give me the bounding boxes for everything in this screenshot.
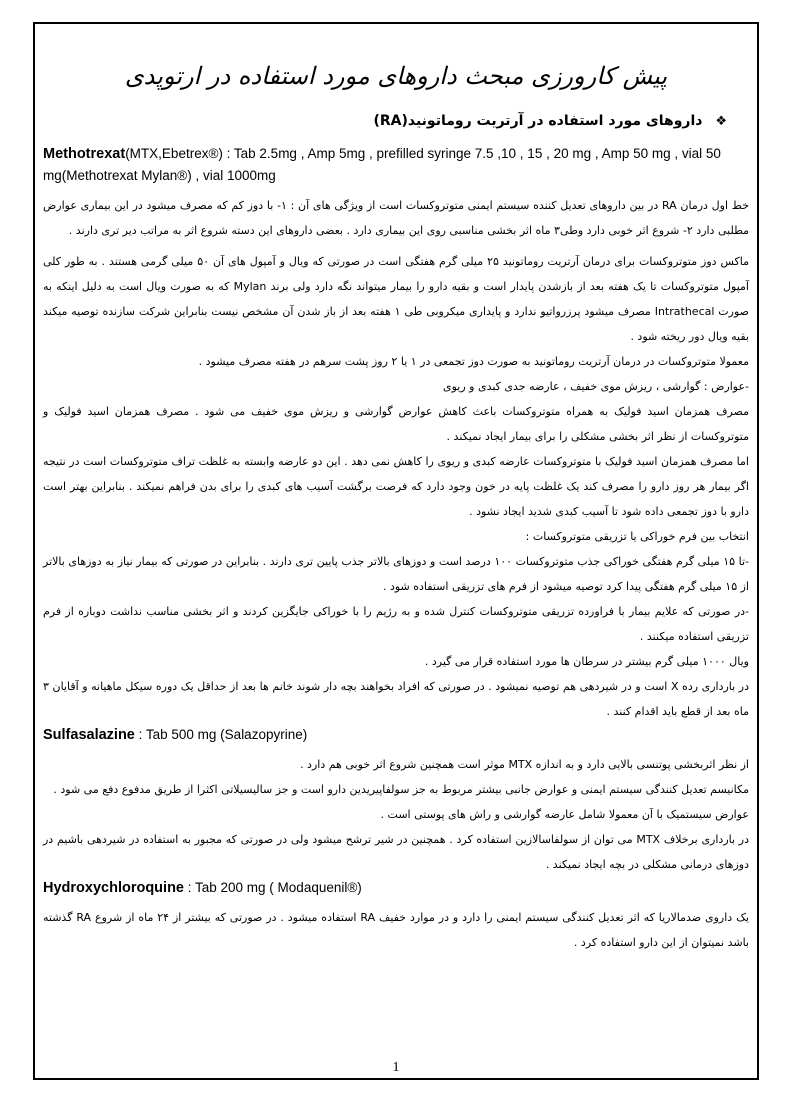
drug-name: Hydroxychloroquine (43, 880, 184, 896)
paragraph: مصرف همزمان اسید فولیک به همراه متوتروکسات باعث کاهش عوارض گوارشی و ریزش موی خفیف می شود . مصرف همزمان اسید فولیک و متوتروکسات از نظر اثر بخشی مشکلی را برای بیمار ایجاد نمیکند . (43, 405, 749, 443)
bullet-icon: ❖ (715, 114, 727, 129)
paragraph: مکانیسم تعدیل کنندگی سیستم ایمنی و عوارض جانبی بیشتر مربوط به جز سولفاپیریدین دارو است و جز سالیسیلاتی اکثرا از طریق مدفوع دفع می شود . (53, 783, 749, 796)
document-body (43, 110, 749, 955)
paragraph: معمولا متوتروکسات در درمان آرتریت روماتونید به صورت دوز تجمعی در ۱ یا ۲ روز پشت سرهم در هفته مصرف میشود . (198, 355, 749, 368)
drug-name: Sulfasalazine (43, 727, 135, 743)
drug-header-sulfasalazine (43, 724, 749, 746)
paragraph: اما مصرف همزمان اسید فولیک با متوتروکسات عارضه کبدی و ریوی را کاهش نمی دهد . این دو عارضه وابسته به غلظت تراف متوتروکسات است در نتیجه اگر بیمار هر روز دارو را مصرف کند یک غلظت پایه در خون وجود دارد که فرصت برگشت آسیب های کبدی را برای بدن فراهم نمیکند . بنابراین بهتر است دارو با دوز تجمعی داده شود تا آسیب کبدی شدید ایجاد نشود . (43, 455, 749, 518)
paragraph: -تا ۱۵ میلی گرم هفتگی خوراکی جذب متوتروکسات ۱۰۰ درصد است و دوزهای بالاتر جذب پایین تری دارند . بنابراین در صورتی که بیمار نیاز به دوزهای بالاتر از ۱۵ میلی گرم هفتگی پیدا کرد توصیه میشود از فرم های تزریقی استفاده شود . (43, 555, 749, 593)
paragraph: -در صورتی که علایم بیمار با فراورده تزریقی متوتروکسات کنترل شده و به رژیم را با خوراکی جایگزین کردند و اثر بخشی مناسب نداشت دوباره از فرم تزریقی استفاده میکنند . (43, 605, 749, 643)
paragraph: یک داروی ضدمالاریا که اثر تعدیل کنندگی سیستم ایمنی را دارد و در موارد خفیف RA استفاده میشود . در صورتی که بیشتر از ۲۴ ماه از شروع RA گذشته باشد نمیتوان از این دارو استفاده کرد . (43, 911, 749, 949)
document-page (33, 22, 759, 1080)
drug-forms: : Tab 500 mg (Salazopyrine) (134, 727, 308, 742)
paragraph: از نظر اثربخشی پوتنسی بالایی دارد و به اندازه MTX موثر است همچنین شروع اثر خوبی هم دارد . (300, 758, 749, 771)
page-number: 1 (392, 1060, 400, 1075)
drug-name: Methotrexat (43, 146, 126, 162)
paragraph: عوارض سیستمیک با آن معمولا شامل عارضه گوارشی و راش های پوستی است . (380, 808, 749, 821)
paragraph: -عوارض : گوارشی ، ریزش موی خفیف ، عارضه جدی کبدی و ریوی (442, 380, 749, 393)
paragraph: انتخاب بین فرم خوراکی یا تزریقی متوتروکسات : (525, 530, 749, 543)
section-heading-text: داروهای مورد استفاده در آرتریت روماتونید(RA) (373, 113, 703, 129)
paragraph: خط اول درمان RA در بین داروهای تعدیل کننده سیستم ایمنی متوتروکسات است از ویژگی های آن : ۱- با دوز کم که مصرف میشود در این بیماری عوارض مطلبی دارد ۲- شروع اثر خوبی دارد وطی۳ ماه اثر بخشی مناسبی روی این بیماری دارد . بعضی داروهای این دسته شروع اثر به مراتب دیر تری دارند . (43, 199, 750, 237)
section-heading (43, 110, 727, 133)
paragraph: در بارداری رده X است و در شیردهی هم توصیه نمیشود . در صورتی که افراد بخواهند بچه دار شوند خانم ها بعد از حداقل یک دوره سیکل ماهیانه و آقایان ۳ ماه بعد از قطع باید اقدام کنند . (43, 680, 749, 718)
drug-header-methotrexate (43, 143, 749, 187)
drug-forms: (MTX,Ebetrex®) : Tab 2.5mg , Amp 5mg , prefilled syringe 7.5 ,10 , 15 , 20 mg , Amp 50 mg , vial 50 mg(Methotrexat Mylan®) , vial 1000mg (43, 146, 721, 183)
drug-header-hydroxychloroquine (43, 877, 749, 899)
page-title: پیش کارورزی مبحث داروهای مورد استفاده در ارتوپدی (124, 62, 668, 90)
paragraph: ماکس دوز متوتروکسات برای درمان آرتریت روماتونید ۲۵ میلی گرم هفتگی است در صورتی که ویال و آمپول های آن ۵۰ میلی گرمی هستند . به طور کلی آمپول متوتروکسات تا یک هفته بعد از بازشدن پایدار است و بقیه دارو را بیمار میتواند نگه دارد ولی برند Mylan که به صورت ویال است به دلیل اینکه به صورت Intrathecal مصرف میشود پرزرواتیو ندارد و پایداری میکروبی طی ۱ هفته بعد از باز شدن آن مشخص نیست بنابراین شرکت سازنده توصیه میکند بقیه ویال دور ریخته شود . (43, 255, 749, 343)
paragraph: ویال ۱۰۰۰ میلی گرم بیشتر در سرطان ها مورد استفاده قرار می گیرد . (424, 655, 749, 668)
paragraph: در بارداری برخلاف MTX می توان از سولفاسالازین استفاده کرد . همچنین در شیر ترشح میشود ولی در صورتی که مجبور به استفاده در شیردهی باشیم در دوزهای درمانی مشکلی در بچه ایجاد نمیکند . (43, 833, 749, 871)
drug-forms: : Tab 200 mg ( Modaquenil®) (184, 880, 362, 895)
